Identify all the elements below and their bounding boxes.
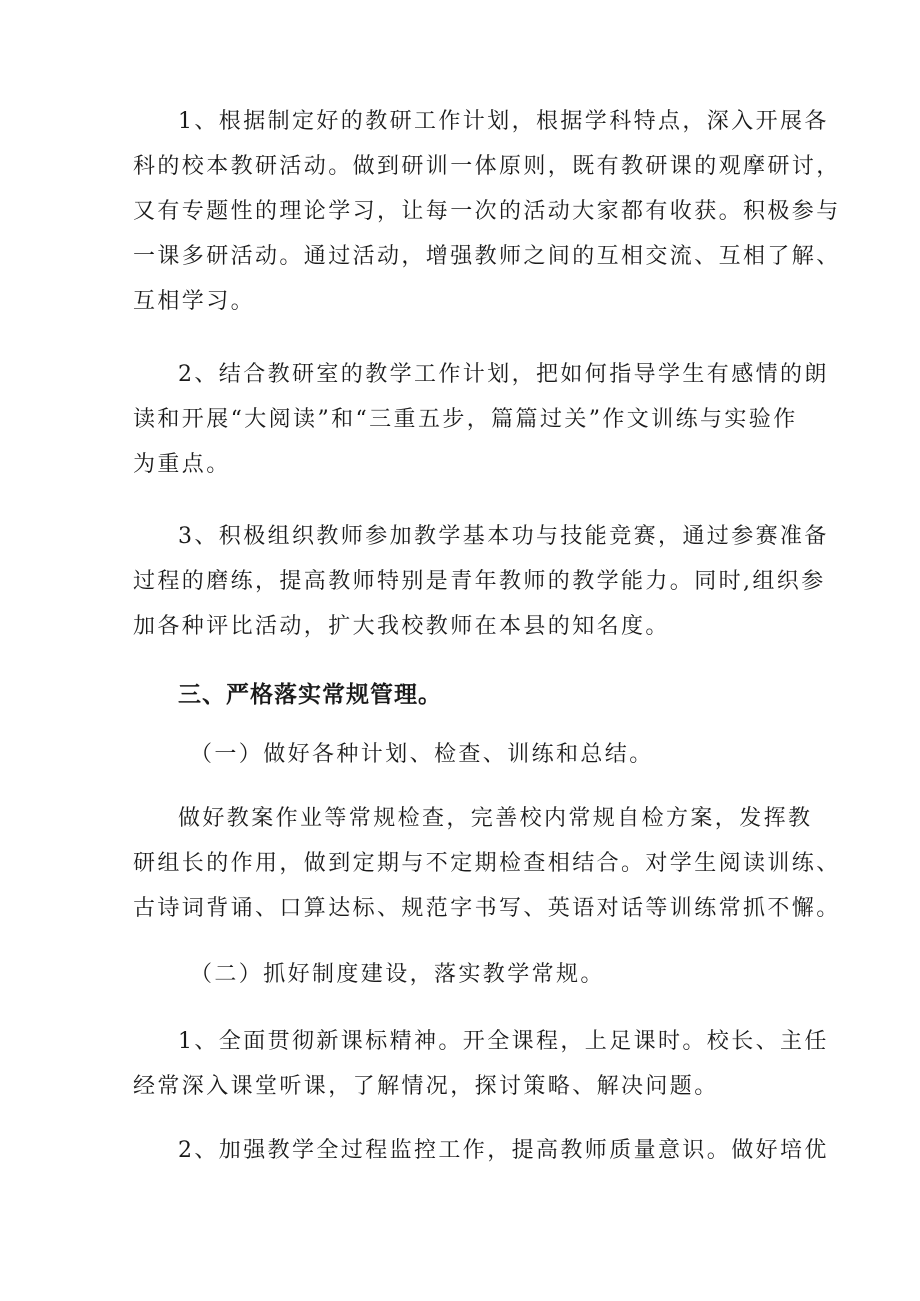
paragraph-line: 2、加强教学全过程监控工作，提高教师质量意识。做好培优 bbox=[178, 1138, 829, 1163]
paragraph-line: 过程的磨练，提高教师特别是青年教师的教学能力。同时,组织参 bbox=[133, 569, 826, 594]
paragraph-line: 加各种评比活动，扩大我校教师在本县的知名度。 bbox=[133, 614, 670, 639]
paragraph-line: 古诗词背诵、口算达标、规范字书写、英语对话等训练常抓不懈。 bbox=[133, 896, 841, 921]
section-heading: 三、严格落实常规管理。 bbox=[178, 682, 442, 708]
paragraph-line: 做好教案作业等常规检查，完善校内常规自检方案，发挥教 bbox=[178, 806, 813, 831]
paragraph-line: 经常深入课堂听课，了解情况，探讨策略、解决问题。 bbox=[133, 1074, 719, 1099]
paragraph-line: 读和开展“大阅读”和“三重五步，篇篇过关”作文训练与实验作 bbox=[133, 407, 798, 432]
paragraph-line: 2、结合教研室的教学工作计划，把如何指导学生有感情的朗 bbox=[178, 362, 829, 387]
paragraph-line: 3、积极组织教师参加教学基本功与技能竞赛，通过参赛准备 bbox=[178, 524, 829, 549]
paragraph-line: 一课多研活动。通过活动，增强教师之间的互相交流、互相了解、 bbox=[133, 244, 841, 269]
paragraph-line: 互相学习。 bbox=[133, 289, 256, 314]
paragraph-line: 科的校本教研活动。做到研训一体原则，既有教研课的观摩研讨， bbox=[133, 154, 841, 179]
paragraph-line: 又有专题性的理论学习，让每一次的活动大家都有收获。积极参与 bbox=[133, 199, 841, 224]
paragraph-line: 1、根据制定好的教研工作计划，根据学科特点，深入开展各 bbox=[178, 109, 829, 134]
subsection-heading: （一）做好各种计划、检查、训练和总结。 bbox=[190, 742, 654, 767]
paragraph-line: 1、全面贯彻新课标精神。开全课程，上足课时。校长、主任 bbox=[178, 1029, 829, 1054]
paragraph-line: 研组长的作用，做到定期与不定期检查相结合。对学生阅读训练、 bbox=[133, 851, 841, 876]
paragraph-line: 为重点。 bbox=[133, 452, 231, 477]
subsection-heading: （二）抓好制度建设，落实教学常规。 bbox=[190, 962, 605, 987]
